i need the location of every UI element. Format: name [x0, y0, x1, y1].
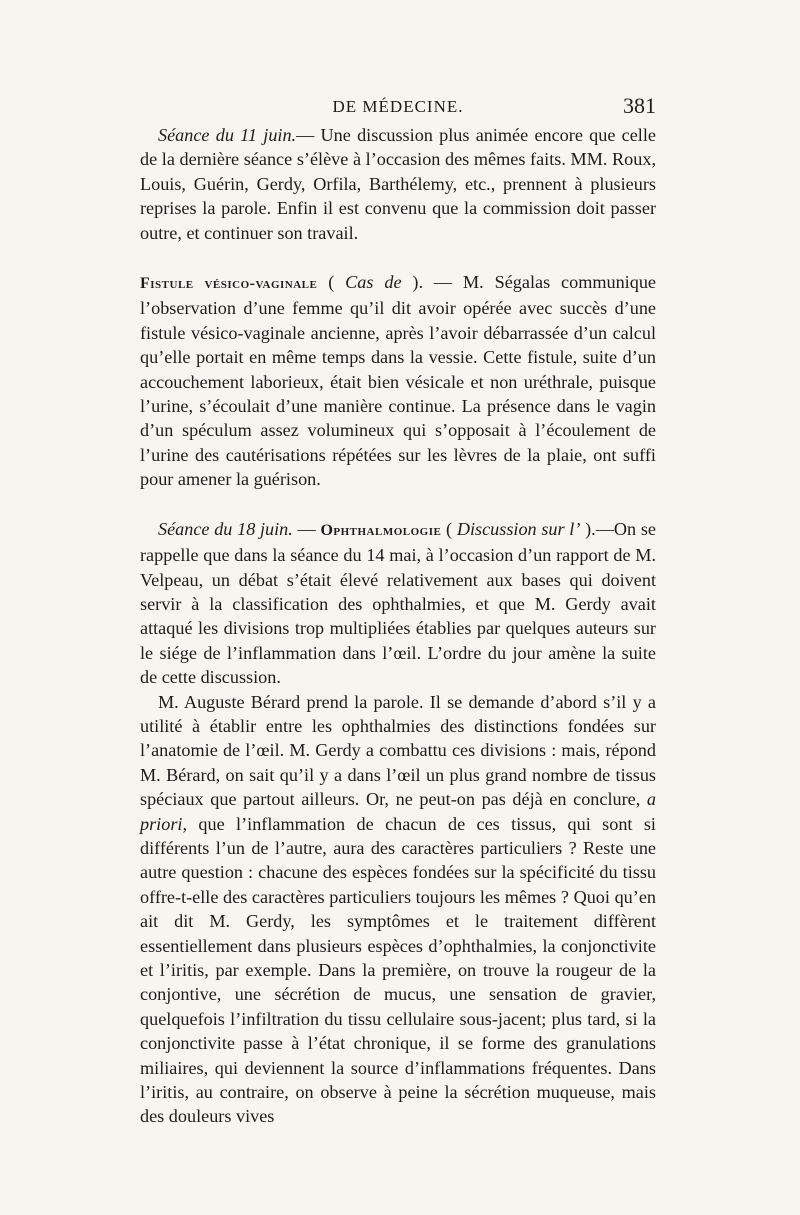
body-text: [140, 123, 656, 1129]
paren-close: ).: [401, 272, 424, 293]
session-date: Séance du 11 juin.: [158, 125, 297, 145]
paragraph-gap: [140, 245, 656, 270]
paragraph-berard: [140, 690, 656, 1129]
section-heading: Ophthalmologie: [320, 521, 442, 539]
page-header: [140, 93, 656, 123]
session-date: Séance du 18 juin.: [158, 518, 293, 539]
paren-open: (: [441, 518, 457, 539]
paren-italic: Cas de: [345, 272, 402, 293]
paragraph-text: — Une discussion plus animée encore que celle de la dernière séance s’élève à l’occasion des mêmes faits. MM. Roux, Louis, Guérin, Gerdy, Orfila, Barthélemy, etc., prennent à plusieurs reprises la parole. Enfin il est convenu que la commission doit passer outre, et continuer son travail.: [140, 125, 656, 243]
paragraph-text-before: M. Auguste Bérard prend la parole. Il se demande d’abord s’il y a utilité à établir entre les ophthalmies des distinctions fondées sur l’anatomie de l’œil. M. Gerdy a combattu ces divisions : mais, répond M. Bérard, on sait qu’il y a dans l’œil un plus grand nombre de tissus spéciaux que partout ailleurs. Or, ne peut-on pas déjà en conclure,: [140, 691, 656, 810]
page-number: 381: [623, 93, 656, 118]
paragraph-text: — M. Ségalas communique l’observation d’une femme qu’il dit avoir opérée avec succès d’une fistule vésico-vaginale ancienne, après l’avoir débarrassée d’un calcul qu’elle portait en même temps dans la vessie. Cette fistule, suite d’un accouchement laborieux, était bien vésicale et non uréthrale, puisque l’urine, s’écoulait d’une manière continue. La présence dans le vagin d’un spéculum assez volumineux qui s’opposait à l’écoulement de l’urine des cautérisations répétées sur les lèvres de la plaie, ont suffi pour amener la guérison.: [140, 272, 656, 490]
paren-italic: Discussion sur l’: [456, 518, 581, 539]
italic-phrase: a priori,: [140, 789, 656, 834]
paragraph-fistule: [140, 270, 656, 492]
paragraph-seance-11-juin: [140, 123, 656, 245]
paren-open: (: [317, 272, 346, 293]
section-heading: Fistule vésico-vaginale: [140, 275, 318, 293]
running-title: DE MÉDECINE.: [332, 97, 464, 116]
paragraph-text-after: que l’inflammation de chacun de ces tissus, qui sont si différents l’un de l’autre, aura des caractères particuliers ? Reste une autre question : chacune des espèces fondées sur la spécificité du tissu offre-t-elle des caractères particuliers toujours les mêmes ? Quoi qu’en ait dit M. Gerdy, les symptômes et le traitement diffèrent essentiellement dans plusieurs espèces d’ophthalmies, la conjonctivite et l’iritis, par exemple. Dans la première, on trouve la rougeur de la conjontive, une sécrétion de mucus, une sensation de gravier, quelquefois l’infiltration du tissu cellulaire sous-jacent; plus tard, si la conjonctivite passe à l’état chronique, il se forme des granulations miliaires, qui deviennent la source d’inflammations fréquentes. Dans l’iritis, au contraire, on observe à peine la sécrétion muqueuse, mais des douleurs vives: [140, 813, 656, 1127]
paren-close: ).: [580, 518, 596, 539]
paragraph-text: —On se rappelle que dans la séance du 14 mai, à l’occasion d’un rapport de M. Velpeau, un débat s’était élevé relativement aux bases qui doivent servir à la classification des ophthalmies, et que M. Gerdy avait attaqué les divisions trop multipliées établies par quelques auteurs sur le siége de l’inflammation dans l’œil. L’ordre du jour amène la suite de cette discussion.: [140, 518, 657, 688]
paragraph-seance-18-juin: [140, 517, 656, 690]
dash: —: [292, 518, 321, 539]
paragraph-gap: [140, 492, 656, 517]
